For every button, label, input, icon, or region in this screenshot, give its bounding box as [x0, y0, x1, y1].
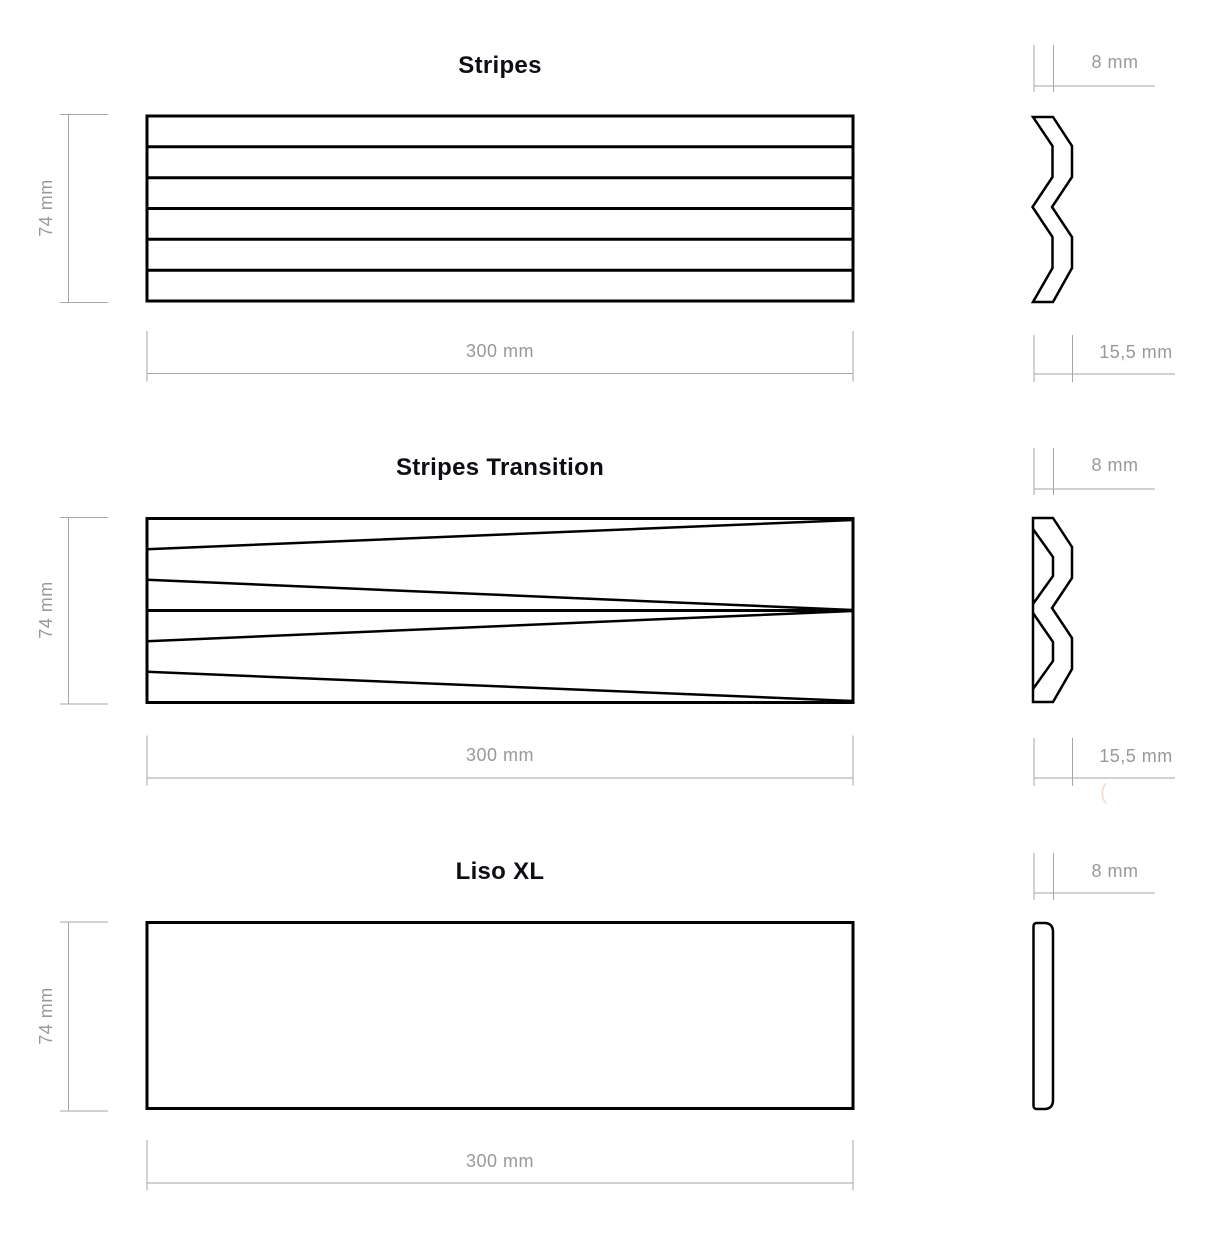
stripes-dimension-lines — [60, 45, 1175, 382]
liso-xl-thickness-label: 8 mm — [1091, 861, 1139, 881]
liso-xl-height-label: 74 mm — [36, 987, 56, 1045]
stripes-transition-width-label: 300 mm — [465, 745, 535, 765]
section-title-stripes: Stripes — [458, 52, 542, 79]
stripes-groove-lines — [147, 147, 853, 270]
liso-xl-width-label: 300 mm — [465, 1151, 535, 1171]
stripes-transition-height-dimension-line — [60, 518, 108, 705]
liso-xl-side-profile — [1034, 923, 1054, 1109]
stripes-transition-depth-label: 15,5 mm — [1099, 746, 1173, 766]
liso-xl-dimension-lines — [60, 853, 1155, 1190]
stripes-thickness-label: 8 mm — [1091, 52, 1139, 72]
liso-xl-tile-outline — [147, 923, 853, 1109]
stripes-transition-height-label: 74 mm — [36, 581, 56, 639]
stripes-side-profile — [1033, 117, 1073, 302]
section-title-stripes-transition: Stripes Transition — [395, 454, 605, 481]
stripes-transition-thickness-label: 8 mm — [1091, 455, 1139, 475]
stripes-width-label: 300 mm — [465, 341, 535, 361]
liso-xl-height-dimension-line — [60, 922, 108, 1111]
section-title-liso-xl: Liso XL — [455, 858, 545, 885]
liso-xl-front-view — [147, 923, 853, 1109]
stripes-height-label: 74 mm — [36, 179, 56, 237]
stripes-transition-dimension-lines — [60, 448, 1175, 786]
stripes-depth-label: 15,5 mm — [1099, 342, 1173, 362]
faint-print-artifact: ( — [1100, 779, 1108, 804]
stripes-height-dimension-line — [60, 115, 108, 303]
stripes-transition-profile-outline — [1033, 518, 1072, 702]
stripes-transition-front-view — [147, 519, 853, 703]
stripes-front-view — [147, 116, 853, 301]
stripes-transition-side-profile — [1033, 518, 1072, 702]
